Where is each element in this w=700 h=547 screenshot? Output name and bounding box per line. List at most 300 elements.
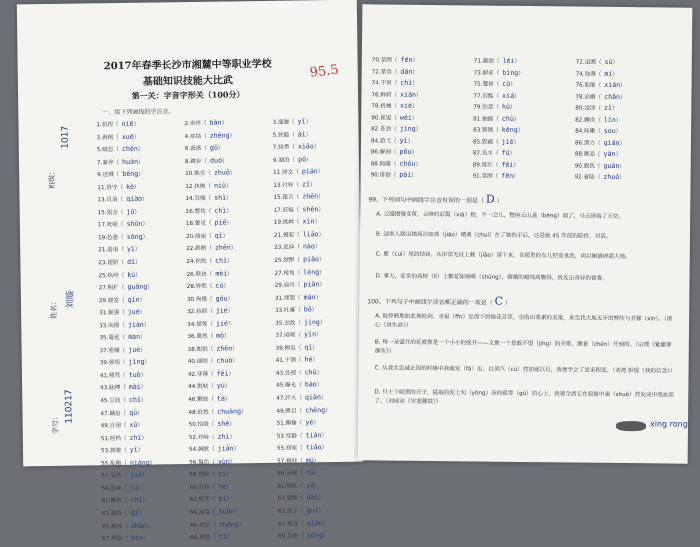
item-number: 20.	[186, 233, 196, 240]
item-word: 猝然	[195, 283, 207, 291]
item-word: 怂恿	[106, 234, 119, 242]
item-pinyin-answer: bàn	[209, 118, 222, 127]
question-item: 86.解剖（ pōu）	[370, 147, 418, 156]
section-title: 第一关：字音字形关（100分）	[131, 89, 245, 101]
q99-option-d: D. 事天，家乡的高树（lì）上繁花如锦嵘（shūng），嫦娥的蜡烛高飘得，致发出奇异的香香。	[375, 273, 608, 282]
q100-option-d: D. 只十个暗黑的日子，猛翁的泥上旬（yòng）杂的孤零（gū）的心上，我被全到它在寂寞中凄（shuò）然发成中流血而了。（刘成余《安塞腰鼓》）	[374, 389, 674, 406]
item-number: 45.	[276, 383, 286, 390]
question-item: 91.氛围（ fēn）	[472, 171, 519, 180]
question-item: 1.扭捏（ niē）	[96, 119, 140, 129]
item-number: 23.	[274, 245, 284, 252]
left-page	[17, 0, 363, 543]
item-number: 47.	[100, 410, 110, 417]
item-pinyin-answer: chǎn	[604, 92, 621, 101]
item-number: 5.	[96, 147, 103, 154]
question-item: 6.蛊惑（ gǔ）	[184, 143, 224, 153]
question-item: 9.湖泊（ pō）	[272, 155, 312, 164]
item-word: 倾轧	[286, 483, 298, 490]
question-item: 41.干涸（ hé）	[275, 355, 319, 365]
question-item: 27.棱角（ léng）	[274, 267, 325, 277]
question-item: 75.蹙眉（ cù）	[473, 79, 516, 88]
question-item: 28.猝然（ cù）	[186, 281, 230, 291]
item-number: 29.	[274, 282, 284, 289]
item-word: 豢养	[102, 159, 114, 166]
item-pinyin-answer: zhuó	[603, 172, 620, 181]
question-item: 12.执拗（ niù）	[185, 181, 232, 190]
question-item: 24.炽热（ chì）	[186, 256, 233, 266]
item-pinyin-answer: qǐn	[127, 295, 140, 304]
item-number: 21.	[98, 247, 108, 254]
item-number: 80.	[575, 105, 585, 112]
question-item: 13.付梓（ zǐ）	[273, 180, 316, 189]
item-pinyin-answer: yǐ	[129, 445, 138, 455]
item-pinyin-answer: pái	[399, 170, 412, 179]
question-column-1	[96, 117, 190, 545]
question-item: 9.迸溅（ bèng）	[97, 169, 144, 179]
item-pinyin-answer: xiāo	[297, 142, 314, 151]
item-pinyin-answer: jié	[215, 319, 228, 328]
item-word: 应和	[198, 484, 210, 491]
item-word: 炽热	[195, 258, 207, 265]
question-item: 25.缥缈（ piāo）	[274, 255, 325, 264]
item-number: 8.	[184, 158, 191, 165]
item-word: 劲敌	[284, 320, 296, 327]
question-item: 23.提防（ dī）	[98, 257, 141, 267]
item-pinyin-answer: jué	[128, 345, 141, 354]
item-word: 摒弃	[482, 70, 494, 77]
item-pinyin-answer: cì	[218, 469, 227, 478]
item-pinyin-answer: bèng	[122, 169, 139, 179]
item-word: 恬静	[285, 433, 297, 440]
item-word: 氛围	[380, 57, 392, 64]
question-item: 67.悭吝（ qiān）	[278, 518, 329, 528]
student-info	[40, 103, 93, 444]
question-item: 4.症结（ zhēng）	[184, 130, 236, 140]
question-item: 7.豢养（ huàn）	[96, 157, 144, 166]
item-number: 40.	[187, 359, 197, 366]
item-word: 鲜妍	[380, 91, 392, 99]
handwritten-note: xing rong	[649, 419, 688, 429]
item-pinyin-answer: chī	[130, 496, 143, 505]
item-pinyin-answer: bō	[303, 305, 312, 314]
item-number: 31.	[274, 295, 284, 302]
question-item: 15.箴言（ zhēn）	[273, 192, 324, 202]
item-word: 崔嵬	[380, 114, 392, 122]
item-number: 30.	[186, 296, 196, 303]
item-word: 鞭笞	[110, 498, 122, 505]
question-item: 82.鳞次（ lín）	[575, 115, 622, 124]
item-pinyin-answer: màn	[128, 333, 141, 342]
item-pinyin-answer: jué	[127, 307, 140, 317]
question-item: 51.揶揄（ yé）	[276, 418, 319, 427]
item-pinyin-answer: lí	[130, 483, 139, 492]
question-item: 31.埋怨（ mán）	[274, 292, 322, 302]
question-item: 57.模样（ mú）	[277, 456, 320, 465]
item-word: 模样	[286, 458, 298, 465]
item-number: 60.	[189, 484, 199, 491]
question-item: 11.恪守（ kè）	[97, 182, 140, 192]
question-item: 33.间隙（ jiàn）	[99, 320, 150, 330]
question-item: 35.蔓延（ màn）	[99, 333, 146, 342]
item-pinyin-answer: tuò	[128, 370, 141, 379]
item-word: 佝偻	[195, 296, 208, 303]
q99-option-b: B. 远别人跟出她高洁如高（jiāo）晴溪（chuí）在了她的手后。这是她 45 年前的陪伴，对话。	[375, 231, 612, 240]
item-pinyin-answer: piē	[214, 218, 227, 228]
item-pinyin-answer: pí	[218, 494, 227, 504]
question-item: 50.拾级（ shè）	[188, 419, 235, 429]
question-item: 90.徘徊（ pái）	[370, 170, 417, 179]
item-pinyin-answer: yé	[305, 418, 314, 427]
school-title: 2017年春季长沙市湘麓中等职业学校	[103, 58, 272, 73]
question-item: 16.整饬（ chì）	[185, 206, 232, 215]
item-number: 37.	[275, 332, 285, 340]
question-item: 19.怂恿（ sǒng）	[98, 232, 149, 242]
item-number: 52.	[188, 434, 198, 441]
item-pinyin-answer: wéi	[399, 113, 412, 122]
question-item: 43.处理（ chǔ）	[275, 368, 323, 377]
item-pinyin-answer: jū	[126, 207, 135, 216]
item-pinyin-answer: zhēn	[216, 344, 233, 353]
item-pinyin-answer: xiá	[502, 91, 515, 100]
item-number: 87.	[472, 150, 482, 157]
question-item: 29.扁舟（ piān）	[274, 280, 326, 289]
item-pinyin-answer: jiān	[217, 444, 234, 453]
item-pinyin-answer: xiè	[400, 101, 413, 110]
item-number: 47.	[276, 395, 286, 402]
item-number: 5.	[272, 132, 279, 139]
item-word: 曝光	[285, 383, 297, 390]
item-pinyin-answer: mí	[604, 69, 613, 78]
item-pinyin-answer: zhēn	[302, 192, 319, 201]
item-word: 熨帖	[197, 384, 209, 391]
item-pinyin-answer: sù	[604, 57, 613, 66]
item-word: 怆然	[197, 409, 209, 416]
question-item: 87.凫水（ fú）	[472, 148, 516, 157]
item-number: 15.	[97, 209, 107, 217]
item-number: 70.	[371, 57, 381, 64]
item-word: 狙击	[106, 209, 118, 216]
question-item: 69.怂恿（ sǒng）	[278, 531, 329, 540]
item-word: 吞噬	[194, 196, 206, 203]
item-word: 箪食	[380, 68, 392, 76]
question-item: 88.踌躇（ chóu）	[370, 159, 421, 168]
item-word: 湍急	[198, 509, 211, 516]
item-number: 31.	[99, 310, 109, 317]
item-number: 59.	[101, 485, 111, 493]
item-pinyin-answer: gǔ	[209, 143, 218, 152]
question-item: 42.菲薄（ fěi）	[187, 369, 235, 378]
item-pinyin-answer: hé	[304, 355, 313, 364]
item-word: 颈项	[108, 360, 120, 367]
question-item: 88.赝品（ yàn）	[574, 149, 622, 159]
item-number: 19.	[98, 235, 108, 242]
item-word: 自诩	[109, 423, 121, 430]
item-word: 剔透	[199, 534, 211, 541]
item-word: 赝品	[583, 151, 595, 158]
item-number: 53.	[276, 433, 286, 440]
question-item: 44.熨帖（ yù）	[188, 382, 231, 391]
item-pinyin-answer: chì	[400, 78, 413, 87]
name-label: 姓名：	[49, 297, 59, 319]
item-pinyin-answer: fēn	[501, 171, 514, 180]
question-item: 19.挑衅（ xìn）	[273, 217, 321, 227]
item-pinyin-answer: chǐ	[128, 395, 142, 404]
item-number: 13.	[97, 197, 107, 204]
item-pinyin-answer: qiào	[126, 194, 143, 204]
item-word: 对峙	[197, 434, 210, 441]
item-word: 讥诮	[106, 197, 118, 204]
item-pinyin-answer: liāo	[302, 230, 319, 239]
item-number: 25.	[98, 272, 108, 279]
item-number: 37.	[99, 347, 109, 355]
item-pinyin-answer: chēng	[305, 405, 326, 414]
item-word: 伺候	[198, 472, 210, 479]
question-item: 34.桀骜（ jié）	[187, 319, 234, 328]
item-pinyin-answer: guàn	[603, 161, 620, 170]
item-word: 豆豉	[109, 398, 121, 405]
item-number: 3.	[272, 119, 278, 126]
question-item: 78.机械（ xiè）	[371, 101, 418, 110]
item-pinyin-answer: piān	[303, 280, 320, 289]
item-number: 74.	[575, 71, 585, 78]
item-word: 蛊惑	[190, 145, 202, 153]
item-word: 拙劣	[194, 170, 206, 178]
item-number: 41.	[275, 358, 285, 365]
item-word: 骈文	[282, 169, 294, 176]
question-item: 61.鞭笞（ chī）	[101, 496, 149, 505]
item-number: 43.	[275, 370, 285, 377]
item-pinyin-answer: lín	[603, 115, 616, 124]
item-number: 62.	[189, 497, 199, 504]
question-item: 80.崔嵬（ wéi）	[371, 113, 418, 122]
item-pinyin-answer: bīn	[130, 533, 143, 542]
item-number: 90.	[370, 172, 380, 179]
item-number: 69.	[278, 533, 288, 540]
question-item: 59.亲昵（ nì）	[277, 468, 320, 478]
question-item: 76.鲜妍（ xiān）	[371, 90, 422, 99]
item-number: 57.	[277, 458, 287, 465]
item-number: 55.	[101, 460, 111, 468]
item-word: 龋齿	[109, 410, 121, 417]
item-word: 船舷	[584, 82, 596, 89]
question-item: 2.牵绊（ bàn）	[184, 118, 228, 128]
item-pinyin-answer: chuàng	[217, 406, 242, 416]
item-word: 付梓	[282, 182, 294, 189]
item-word: 处理	[284, 370, 297, 377]
item-word: 揶揄	[285, 420, 297, 427]
item-number: 42.	[187, 371, 197, 378]
item-number: 83.	[473, 127, 483, 134]
question-item: 17.妊娠（ shēn）	[273, 205, 324, 214]
question-item: 55.窈窕（ tiǎo）	[276, 443, 328, 453]
question-item: 39.颈项（ jǐng）	[99, 358, 151, 367]
question-item: 30.佝偻（ gōu）	[186, 294, 234, 303]
question-item: 5.狭隘（ ài）	[272, 129, 312, 139]
item-pinyin-answer: sǒng	[306, 531, 323, 540]
item-word: 蹙眉	[482, 81, 494, 88]
question-item: 52.对峙（ zhì）	[188, 432, 236, 441]
item-number: 3.	[96, 134, 103, 141]
item-word: 联袂	[195, 271, 207, 278]
item-pinyin-answer: bìng	[502, 68, 519, 77]
item-word: 旖旎	[109, 448, 122, 455]
item-number: 91.	[472, 173, 482, 180]
item-pinyin-answer: xǔ	[129, 420, 138, 429]
item-pinyin-answer: kù	[127, 270, 136, 279]
question-item: 83.铿锵（ kēng）	[473, 125, 524, 134]
question-item: 37.咀嚼（ jué）	[99, 345, 146, 355]
item-pinyin-answer: shè	[217, 419, 230, 428]
item-pinyin-answer: qī	[130, 508, 139, 517]
student-id-value: 110217	[64, 389, 75, 424]
item-word: 解剖	[379, 149, 391, 156]
item-pinyin-answer: zhèng	[218, 519, 239, 529]
question-item: 92.着陆（ zhuó）	[574, 172, 625, 182]
item-word: 斟酌	[195, 246, 207, 253]
item-number: 15.	[273, 194, 283, 202]
item-word: 箴言	[282, 194, 294, 201]
question-item: 45.豆豉（ chǐ）	[100, 395, 147, 405]
question-item: 39.栖息（ qī）	[275, 343, 318, 352]
item-pinyin-answer: cù	[502, 79, 511, 88]
item-number: 35.	[99, 335, 109, 342]
question-item: 59.罹难（ lí）	[101, 483, 144, 493]
item-word: 悭吝	[286, 521, 299, 528]
item-word: 蹊跷	[110, 510, 123, 518]
item-word: 罹难	[110, 485, 122, 492]
question-item: 80.浸渍（ zì）	[575, 103, 618, 112]
item-number: 51.	[276, 420, 286, 427]
item-word: 窈窕	[285, 445, 298, 452]
item-number: 24.	[186, 258, 196, 266]
question-item: 73.摒弃（ bìng）	[473, 68, 524, 77]
question-item: 3.迤逦（ yǐ）	[272, 117, 312, 126]
item-number: 35.	[275, 320, 285, 327]
item-word: 绯红	[481, 162, 493, 169]
question-item: 60.应和（ hè）	[189, 482, 232, 491]
item-pinyin-answer: yīn	[304, 330, 317, 339]
item-word: 喑哑	[284, 332, 296, 339]
item-pinyin-answer: jìng	[303, 317, 320, 327]
item-number: 56.	[189, 459, 199, 466]
item-word: 咳嗽	[583, 128, 596, 135]
item-pinyin-answer: guì	[306, 506, 319, 515]
question-item: 18.瞥见（ piē）	[185, 218, 233, 228]
item-pinyin-answer: fēn	[400, 55, 413, 64]
item-pinyin-answer: shàn	[130, 521, 147, 530]
q100-option-c: C. 从我太忠诚正因的时格中我萌发（fā）出，以蒸汽（cú）然初诞以后，我便学会了是来程度。（刘湾·彭琨《我的信念》）	[374, 365, 676, 375]
question-item: 41.唾骂（ tuò）	[99, 370, 147, 380]
item-pinyin-answer: chì	[214, 206, 227, 215]
item-pinyin-answer: nì	[306, 468, 315, 477]
item-number: 58.	[189, 472, 199, 479]
item-word: 症状	[198, 522, 211, 529]
q100-option-b: B. 每一朵盛开的花就像是一个小小的张开——又像一个是敢不望（jīng）的夹歌，激着（zhēn）开刻的。（宗璞《紫藤萝瀑布》）	[374, 339, 672, 355]
question-item: 85.慰藉（ jiè）	[472, 137, 520, 146]
class-value: 1017	[60, 125, 71, 149]
item-number: 89.	[472, 161, 482, 169]
item-word: 鳞次	[584, 117, 596, 124]
item-word: 羸弱	[482, 58, 494, 65]
item-pinyin-answer: tiǎo	[305, 443, 322, 452]
item-number: 76.	[575, 82, 585, 89]
item-number: 53.	[100, 448, 110, 455]
item-number: 29.	[98, 297, 108, 304]
item-number: 27.	[98, 285, 108, 292]
item-number: 78.	[575, 94, 585, 101]
item-word: 机械	[380, 103, 392, 110]
item-word: 妊娠	[282, 207, 294, 214]
item-word: 牵绊	[189, 120, 202, 127]
item-number: 33.	[99, 322, 109, 330]
item-pinyin-answer: sou	[603, 126, 616, 135]
question-item: 40.阔绰（ chuò）	[187, 356, 239, 366]
item-number: 86.	[574, 140, 584, 147]
question-item: 20.绮丽（ qǐ）	[186, 231, 229, 240]
item-pinyin-answer: jiàn	[127, 320, 144, 329]
item-pinyin-answer: zhuō	[213, 168, 230, 177]
item-word: 阔绰	[196, 359, 208, 366]
item-number: 12.	[185, 183, 195, 190]
item-pinyin-answer: guǎng	[127, 282, 148, 291]
question-item: 58.伺候（ cì）	[189, 469, 232, 479]
item-pinyin-answer: cù	[215, 281, 224, 290]
item-word: 濒临	[111, 536, 123, 543]
item-number: 72.	[575, 59, 585, 66]
item-pinyin-answer: tī	[218, 532, 227, 541]
item-word: 绮丽	[194, 233, 207, 240]
item-pinyin-answer: chì	[215, 256, 228, 265]
question-item: 65.刽子（ guì）	[277, 506, 325, 515]
item-number: 61.	[277, 483, 287, 490]
question-item: 71.羸弱（ léi）	[473, 56, 521, 65]
question-item: 26.联袂（ mèi）	[186, 269, 233, 278]
item-number: 9.	[272, 157, 279, 164]
item-number: 61.	[101, 498, 111, 505]
item-number: 45.	[100, 398, 110, 405]
item-word: 骁勇	[278, 144, 290, 151]
item-pinyin-answer: yùn	[217, 457, 230, 466]
item-number: 84.	[575, 128, 585, 135]
item-number: 63.	[277, 496, 287, 503]
item-word: 粗犷	[107, 285, 119, 292]
item-number: 25.	[274, 257, 284, 264]
item-number: 65.	[277, 508, 287, 515]
item-word: 桀骜	[196, 321, 208, 328]
question-item: 21.造诣（ yì）	[98, 245, 141, 254]
item-number: 43.	[100, 385, 110, 392]
question-item: 38.甄别（ zhēn）	[187, 344, 238, 353]
question-item: 84.咳嗽（ sou）	[575, 126, 622, 136]
item-word: 浸渍	[584, 105, 596, 112]
item-word: 慰藉	[481, 139, 494, 146]
item-number: 73.	[473, 69, 483, 77]
item-pinyin-answer: qǐ	[214, 231, 223, 240]
item-pinyin-answer: fēi	[501, 160, 514, 169]
item-word: 嗔怒	[102, 147, 114, 154]
item-pinyin-answer: chù	[501, 114, 514, 123]
item-word: 埋怨	[283, 295, 296, 302]
contest-title: 基础知识技能大比武	[142, 75, 233, 88]
right-column-1	[371, 54, 472, 182]
item-pinyin-answer: yà	[306, 481, 315, 490]
item-number: 76.	[371, 91, 381, 98]
item-number: 71.	[473, 58, 483, 65]
item-number: 49.	[100, 423, 110, 430]
question-column-2	[184, 116, 278, 544]
question-item: 27.粗犷（ guǎng）	[98, 282, 153, 292]
question-item: 68.剔透（ tī）	[190, 532, 233, 542]
